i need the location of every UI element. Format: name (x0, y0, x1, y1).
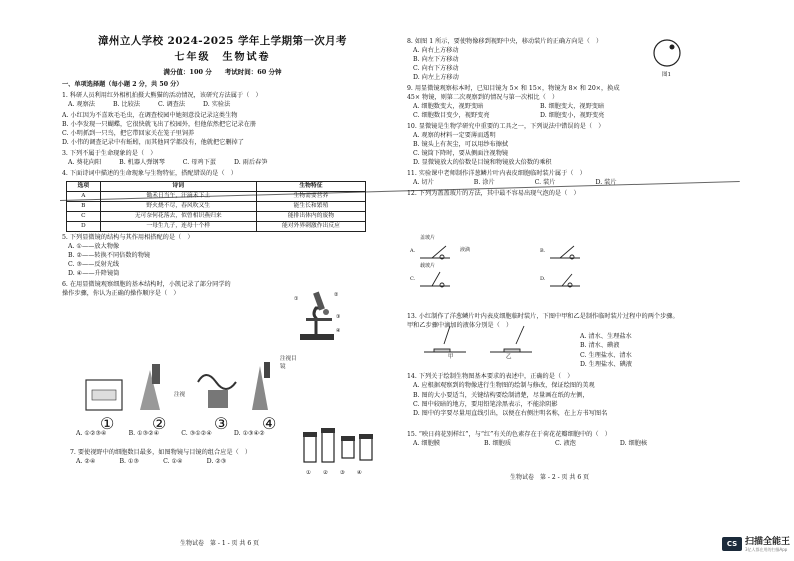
question-15: 15. “映日荷花别样红”，与“红”有关的色素存在于荷花花瓣细胞中的（ ） A. 细胞膜 B. 细胞质 C. 液泡 D. 细胞核 (407, 431, 648, 448)
option: A. 细胞数变大，视野变暗 (413, 102, 484, 110)
lens-labels: ① ② ③ ④ (306, 470, 362, 476)
q13-figures (420, 322, 540, 360)
svg-text:②: ② (334, 292, 339, 298)
option: B. 细胞变大，视野变暗 (540, 102, 605, 110)
svg-text:③: ③ (336, 314, 341, 320)
question-1: 1. 科研人员利用红外相机拍摄大熊猫的活动情况，该研究方法属于（ ） A. 观察法 B. 比较法 C. 调查法 D. 实验法 (62, 92, 262, 109)
section-heading: 一、单项选择题（每小题 2 分，共 50 分） (62, 81, 183, 89)
question-12: 12. 下列为盖盖玻片的方法，其中最不容易出现气泡的是（ ） (407, 189, 580, 197)
option: A. ②④ (76, 458, 96, 466)
microscope-figure (292, 288, 344, 342)
poem-table: 选项 诗词 生物特征 A 锄禾日当午，汗滴禾下土 生物需要营养 B 野火烧不尽，春风吹又生 能生长和繁殖 C 无可奈何花落去，似曾相识燕归来 能排出体内的废物 D 一母生九子，连母十个样 能对外界刺激作出反应 (66, 181, 366, 232)
option: B. 清水、碘液 (580, 342, 620, 350)
option: B. ①③②④ (128, 430, 160, 437)
question-14: 14. 下列关于绘制生物图基本要求的表述中，正确的是（ ） A. 应根据观察到的物像进行生物图的绘制与修改，保证绘图的美观 B. 图的大小要适当，关键结构要绘制清楚，尽量画在纸的左侧， C. 图中较暗的地方，要用铅笔涂黑表示，不能涂阴影 D. 图中的字要尽量用直线引出，以便在右侧注明名称，在上方书写图名 (407, 373, 608, 418)
option: A. ①②③④ (76, 430, 107, 437)
table-row: A 锄禾日当午，汗滴禾下土 生物需要营养 (67, 191, 366, 201)
option: C. ③①②④ (181, 430, 212, 437)
table-row: B 野火烧不尽，春风吹又生 能生长和繁殖 (67, 201, 366, 211)
option: D. 细胞核 (619, 440, 648, 448)
q6-figures: 注视目镜 注视 ① ② ③ ④ (80, 360, 300, 422)
question-13: 13. 小红制作了洋葱鳞片叶内表皮细胞临时装片，下图中甲和乙是制作临时装片过程中的两个步骤。 甲和乙步骤中滴加的液体分别是（ ） (407, 313, 679, 330)
figure-1-circle (652, 38, 682, 68)
question-9: 9. 用显微镜观察标本时，已知目镜为 5× 和 15×，物镜为 8× 和 20×，换成 45× 物镜，则第二次观察到的情况与第一次相比（ ） A. 细胞数变大，视野变暗 B. 细胞变大，视野变暗 C. 细胞数目变少，视野变亮 D. 细胞变小，视野变亮 (407, 85, 770, 121)
option: B. 比较法 (112, 101, 141, 109)
question-10: 10. 显微镜是生物学研究中重要的工具之一，下列说法中错误的是（ ） A. 观察的材料一定要薄而透明 B. 镜头上有灰尘，可以用纱布擦拭 C. 镜筒下降时，要从侧面注视物镜 D. 显微镜放大的倍数是目镜和物镜放大倍数的乘积 (407, 122, 605, 166)
q6-options (76, 430, 296, 437)
option: D. ①③④② (233, 430, 265, 437)
option: B. ①③ (119, 458, 140, 466)
option: B. 机器人弹钢琴 (119, 159, 165, 167)
question-3: 3. 下列不属于生命现象的是（ ） A. 葵花向阳 B. 机器人弹钢琴 C. 母鸡下蛋 D. 雨后春笋 (62, 150, 268, 167)
lens-figure (300, 428, 380, 470)
q6-annot-2: 注视目镜 (280, 356, 297, 370)
option: B. 细胞质 (483, 440, 512, 448)
right-footer: 生物试卷 第 - 2 - 页 共 6 页 (510, 474, 590, 481)
svg-text:①: ① (294, 296, 299, 302)
q12-labels: 盖玻片 液滴 载玻片 A. B. C. D. (410, 235, 546, 282)
q13-options (580, 332, 632, 369)
table-row: D 一母生九子，连母十个样 能对外界刺激作出反应 (67, 221, 366, 231)
option: A. 葵花向阳 (68, 159, 102, 167)
camscanner-logo-icon: CS (722, 537, 742, 551)
option: D. 雨后春笋 (233, 159, 268, 167)
question-5: 5. 下列显微镜的结构与其作用相搭配的是（ ） A. ①——放大物像 B. ②——转换不同倍数的物镜 C. ③——反射光线 D. ④——升降镜筒 (62, 233, 194, 277)
option: A. 观察法 (68, 101, 95, 109)
option: C. 装片 (534, 178, 556, 186)
camscanner-watermark: CS 扫描全能王 3亿人都在用的扫描App (722, 534, 790, 553)
question-2: A. 小红因为不喜欢毛毛虫，在调查校园中她刻意没记录这类生物 B. 小李发现一只蝴蝶，它很快就飞出了校园外，但他依然把它记录在册 C. 小明抓到一只鸟，把它带回家关在笼子里饲养 D. 小伟的调查记录中有蚯蚓，而其他同学都没有，他就把它删掉了 (62, 112, 257, 147)
option: A. 细胞膜 (413, 440, 440, 448)
option: C. 液泡 (555, 440, 576, 448)
question-7: 7. 要使视野中的细胞数目最多，如图物镜与目镜的组合应是（ ） A. ②④ B. ①③ C. ①④ D. ②③ (70, 449, 252, 466)
question-6: 6. 在用显微镜观察细胞的基本结构时，小凯记录了部分同学的 操作步骤，你认为正确的操作顺序是（ ） (62, 280, 231, 297)
q6-annot-1: 注视 (174, 392, 186, 398)
option: D. ②③ (206, 458, 227, 466)
question-8: 8. 如图 1 所示，要使物像移到视野中央，移动装片的正确方向是（ ） A. 向右上方移动 B. 向左下方移动 C. 向右下方移动 D. 向左上方移动 (407, 38, 603, 81)
option: A. 切片 (413, 178, 434, 186)
exam-subtitle: 七年级 生物试卷 (174, 52, 271, 64)
option: D. 实验法 (203, 101, 231, 109)
svg-text:④: ④ (336, 328, 341, 334)
question-4: 4. 下面诗词中描述的生命现象与生物特征，搭配错误的是（ ） 选项 诗词 生物特征 A 锄禾日当午，汗滴禾下土 生物需要营养 B 野火烧不尽，春风吹又生 能生长和繁殖 C 无可奈何花落去，似曾相识燕归来 能排出体内的废物 D 一母生九子，连母十个样 能对外界刺激作出反应 (62, 170, 383, 232)
option: C. 细胞数目变少，视野变亮 (413, 111, 490, 119)
figure-1-label: 图1 (662, 72, 671, 78)
question-11: 11. 实验课中老师制作洋葱鳞片叶内表皮细胞临时装片属于（ ） A. 切片 B. 涂片 C. 装片 D. 装片 (407, 169, 617, 186)
option: B. 涂片 (473, 178, 495, 186)
exam-title: 漳州立人学校 2024-2025 学年上学期第一次月考 (98, 35, 347, 47)
option: A. 清水、生理盐水 (580, 333, 632, 340)
option: C. 调查法 (158, 101, 186, 109)
score-line: 满分值：100 分 考试时间：60 分钟 (163, 67, 282, 76)
option: D. 细胞变小，视野变亮 (540, 111, 605, 119)
option: D. 生理盐水、碘液 (580, 360, 632, 368)
option: D. 装片 (595, 178, 617, 186)
option: C. 生理盐水、清水 (580, 351, 632, 359)
left-footer: 生物试卷 第 - 1 - 页 共 6 页 (180, 540, 260, 547)
option: C. ①④ (163, 458, 183, 466)
table-row: C 无可奈何花落去，似曾相识燕归来 能排出体内的废物 (67, 211, 366, 221)
option: C. 母鸡下蛋 (182, 159, 216, 167)
